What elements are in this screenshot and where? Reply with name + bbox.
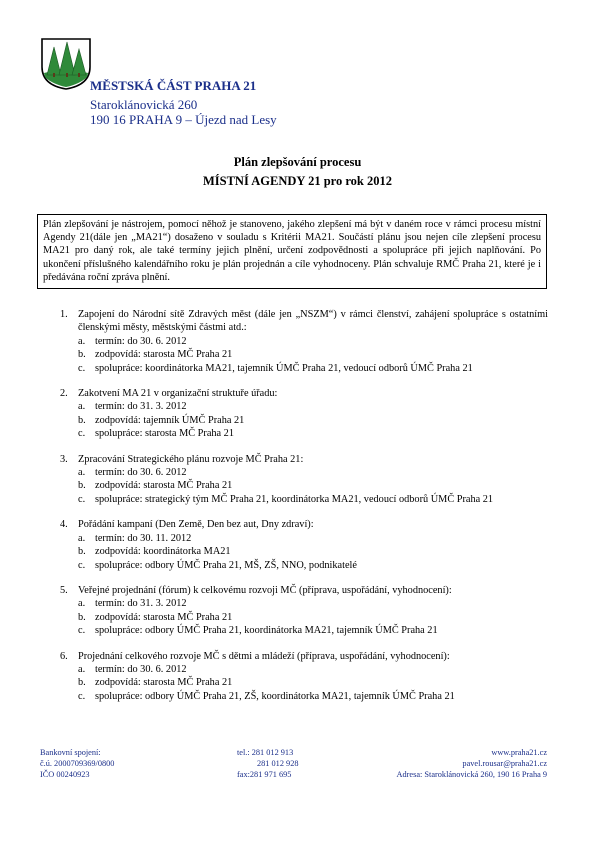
plan-item [60, 518, 548, 572]
plan-item-number: 4. [60, 519, 68, 531]
plan-item-title: Veřejné projednání (fórum) k celkovému rozvoji MČ (příprava, uspořádání, vyhodnocení): [78, 584, 452, 596]
plan-item-detail [78, 362, 548, 375]
footer-fax: fax:281 971 695 [237, 770, 292, 779]
plan-item-number: 5. [60, 584, 68, 596]
plan-item [60, 453, 548, 507]
plan-item-detail [78, 676, 548, 689]
plan-item-detail-letter: b. [78, 414, 86, 426]
plan-item-number: 3. [60, 453, 68, 465]
footer-phone-1: tel.: 281 012 913 [237, 748, 294, 757]
plan-item-detail-text: spolupráce: odbory ÚMČ Praha 21, MŠ, ZŠ, NNO, podnikatelé [95, 559, 357, 571]
plan-item-detail [78, 611, 548, 624]
plan-item-detail [78, 545, 548, 558]
plan-item-detail [78, 479, 548, 492]
plan-item-title: Pořádání kampaní (Den Země, Den bez aut, Dny zdraví): [78, 519, 314, 531]
document-title: Plán zlepšování procesu [233, 155, 362, 169]
plan-item-title: Zpracování Strategického plánu rozvoje MČ Praha 21: [78, 453, 304, 465]
plan-item-detail-text: zodpovídá: starosta MČ Praha 21 [95, 349, 233, 361]
plan-item [60, 308, 548, 375]
footer-phone-info [237, 747, 298, 780]
plan-item-detail-letter: c. [78, 428, 86, 440]
plan-item-detail-letter: a. [78, 335, 86, 347]
footer-email-link[interactable]: pavel.rousar@praha21.cz [462, 759, 547, 768]
footer-contact-info [397, 747, 547, 780]
org-address-city: 190 16 PRAHA 9 – Újezd nad Lesy [90, 112, 277, 127]
plan-item [60, 650, 548, 704]
plan-item-detail-letter: b. [78, 611, 86, 623]
plan-item-detail-text: spolupráce: odbory ÚMČ Praha 21, koordinátorka MA21, tajemník ÚMČ Praha 21 [95, 625, 438, 637]
plan-item-detail-letter: b. [78, 546, 86, 558]
org-name: MĚSTSKÁ ČÁST PRAHA 21 [90, 78, 257, 93]
footer-bank-info [40, 747, 114, 780]
plan-item-detail [78, 493, 548, 506]
plan-item-detail-text: spolupráce: starosta MČ Praha 21 [95, 428, 234, 440]
plan-item-detail [78, 414, 548, 427]
plan-item-detail [78, 427, 548, 440]
document-subtitle: MÍSTNÍ AGENDY 21 pro rok 2012 [202, 174, 393, 188]
plan-item-number: 6. [60, 650, 68, 662]
org-address-street: Staroklánovická 260 [90, 97, 198, 112]
footer-website-link[interactable]: www.praha21.cz [491, 748, 547, 757]
plan-item-detail-letter: b. [78, 349, 86, 361]
plan-item-detail-letter: a. [78, 532, 86, 544]
plan-item-detail-letter: c. [78, 625, 86, 637]
footer-ico: IČO 00240923 [40, 770, 90, 779]
plan-item-detail [78, 559, 548, 572]
plan-item-detail-letter: a. [78, 598, 86, 610]
plan-item-detail-letter: b. [78, 480, 86, 492]
plan-item [60, 584, 548, 638]
plan-item-detail-text: termín: do 31. 3. 2012 [95, 401, 187, 413]
plan-item-title: Zapojení do Národní sítě Zdravých měst (dále jen „NSZM“) v rámci členství, zahájení spolupráce s ostatními členskými městy, městskými částmi atd.: [78, 309, 548, 334]
plan-item-detail [78, 663, 548, 676]
plan-item-detail-letter: c. [78, 559, 86, 571]
plan-item-detail-text: termín: do 30. 6. 2012 [95, 663, 187, 675]
plan-item-detail-text: termín: do 30. 6. 2012 [95, 335, 187, 347]
plan-item-detail-text: termín: do 31. 3. 2012 [95, 598, 187, 610]
plan-item-detail-letter: b. [78, 677, 86, 689]
plan-item-detail-letter: c. [78, 493, 86, 505]
plan-item-detail-text: zodpovídá: starosta MČ Praha 21 [95, 611, 233, 623]
plan-item-detail [78, 400, 548, 413]
plan-item-detail [78, 532, 548, 545]
plan-item-title: Projednání celkového rozvoje MČ s dětmi a mládeží (příprava, uspořádání, vyhodnocení): [78, 650, 450, 662]
plan-item-detail [78, 690, 548, 703]
plan-item-number: 1. [60, 309, 68, 320]
plan-item-title: Zakotvení MA 21 v organizační struktuře úřadu: [78, 388, 278, 400]
plan-item-detail-text: zodpovídá: starosta MČ Praha 21 [95, 480, 233, 492]
plan-item-detail [78, 348, 548, 361]
plan-item-detail-text: zodpovídá: starosta MČ Praha 21 [95, 677, 233, 689]
plan-item-detail-text: spolupráce: koordinátorka MA21, tajemník ÚMČ Praha 21, vedoucí odborů ÚMČ Praha 21 [95, 362, 473, 374]
plan-item-detail-text: termín: do 30. 11. 2012 [95, 532, 192, 544]
plan-item-number: 2. [60, 388, 68, 400]
footer-bank-account: č.ú. 2000709369/0800 [40, 759, 115, 768]
plan-item-detail-letter: a. [78, 467, 86, 479]
intro-box: Plán zlepšování je nástrojem, pomocí něhož je stanoveno, jakého zlepšení má být v daném roce v rámci procesu místní Agendy 21(dále jen „MA21“) dosaženo v souladu s Kritérii MA21. Součástí plánu jsou nejen cíle zlepšení procesu MA21 pro daný rok, ale také termíny jejich plnění, určení zodpovědnosti a spolupráce při jejich naplňování. Po ukončení příslušného kalendářního roku je plán projednán a cíle vyhodnoceny. Plán schvaluje RMČ Praha 21, které je i předávána roční zpráva plnění. [37, 214, 547, 289]
plan-item-detail [78, 624, 548, 637]
plan-item-detail [78, 466, 548, 479]
plan-item-detail [78, 597, 548, 610]
plan-item-detail-text: zodpovídá: koordinátorka MA21 [95, 546, 231, 558]
plan-item-detail-text: spolupráce: odbory ÚMČ Praha 21, ZŠ, koordinátorka MA21, tajemník ÚMČ Praha 21 [95, 690, 455, 702]
plan-item-detail-letter: c. [78, 362, 86, 374]
plan-item-detail [78, 335, 548, 348]
plan-item-detail-text: zodpovídá: tajemník ÚMČ Praha 21 [95, 414, 245, 426]
tree-crest-icon [40, 37, 92, 91]
footer-address: Adresa: Staroklánovická 260, 190 16 Praha 9 [396, 770, 547, 779]
footer-bank-label: Bankovní spojení: [40, 748, 101, 757]
plan-items-list [60, 308, 548, 715]
plan-item-detail-letter: a. [78, 663, 86, 675]
plan-item-detail-text: termín: do 30. 6. 2012 [95, 467, 187, 479]
footer-phone-2: 281 012 928 [257, 759, 299, 768]
plan-item-detail-letter: a. [78, 401, 86, 413]
plan-item [60, 387, 548, 441]
plan-item-detail-text: spolupráce: strategický tým MČ Praha 21, koordinátorka MA21, vedoucí odborů ÚMČ Praha 21 [95, 493, 494, 505]
plan-item-detail-letter: c. [78, 690, 86, 702]
